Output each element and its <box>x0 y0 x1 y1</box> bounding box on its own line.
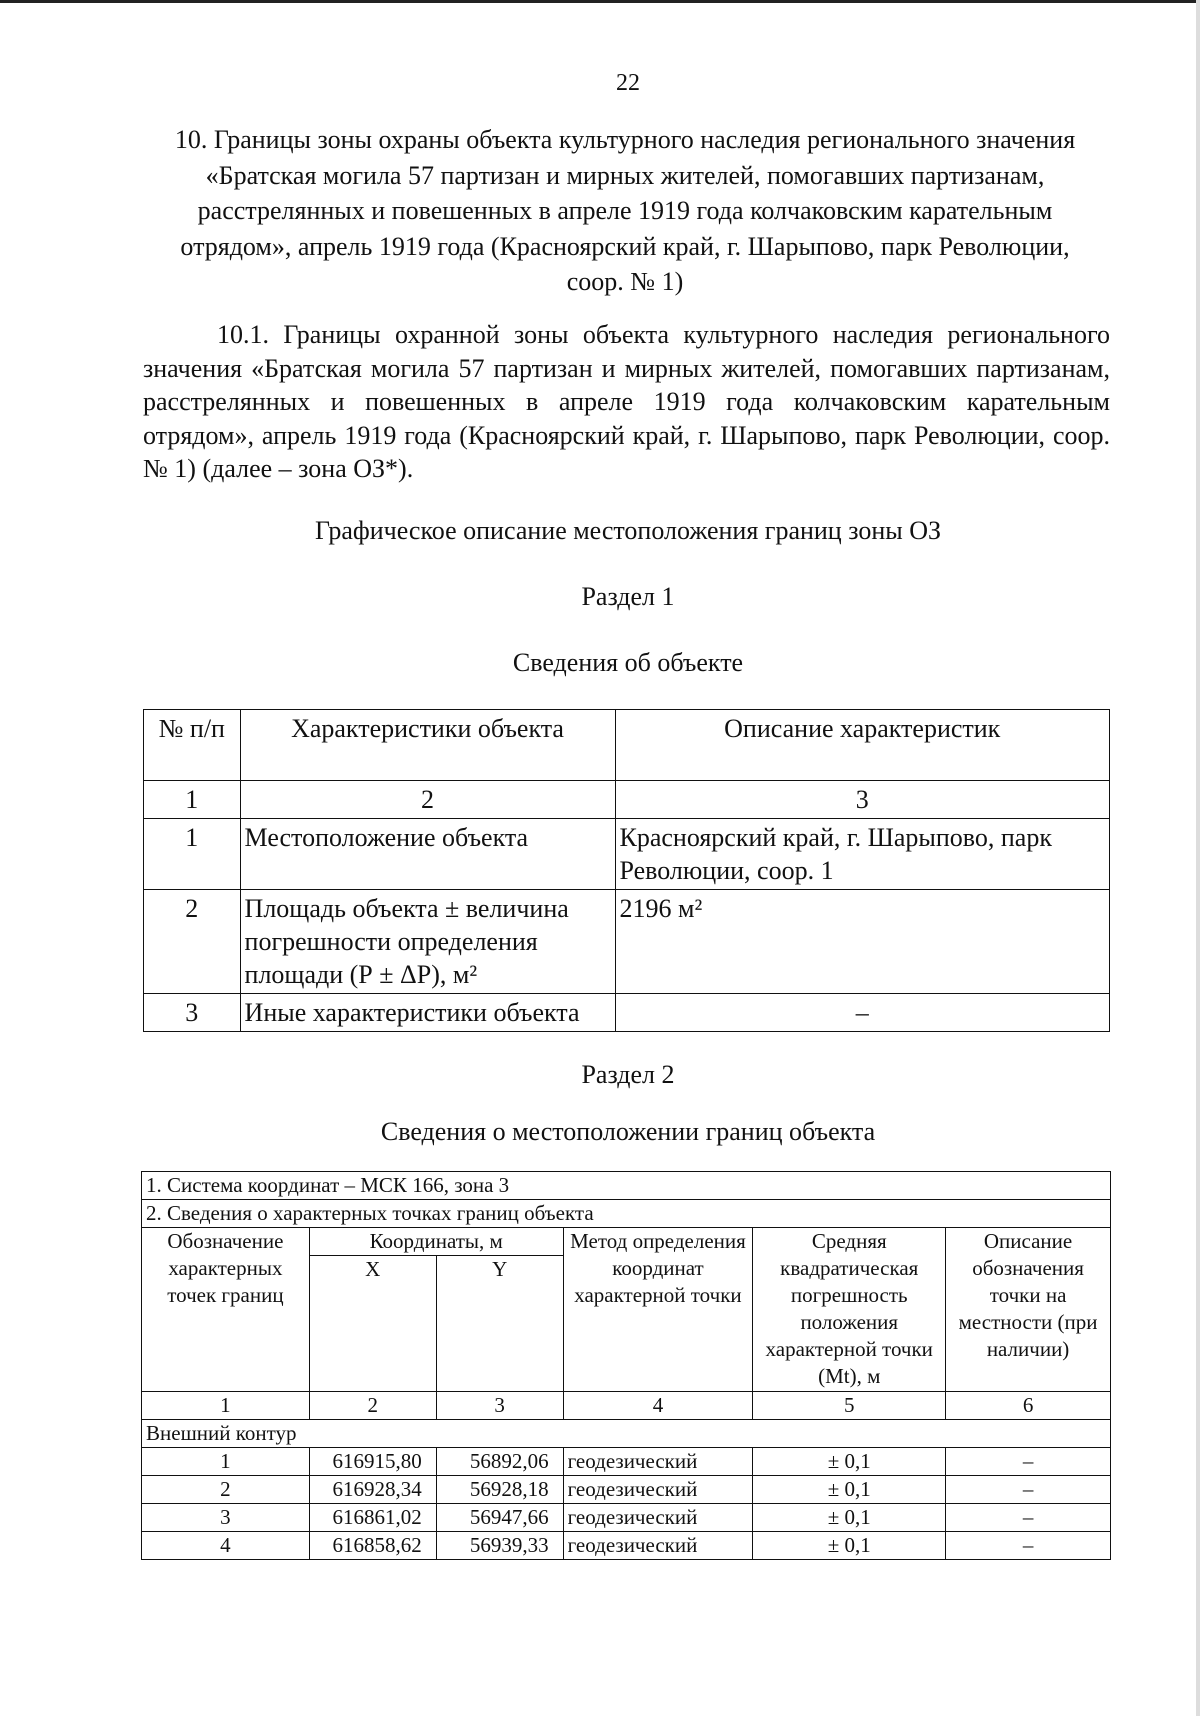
coord-x: 616928,34 <box>309 1476 436 1504</box>
error: ± 0,1 <box>753 1532 946 1560</box>
index-cell: 2 <box>240 781 615 819</box>
right-scan-edge <box>1196 0 1200 1716</box>
section1-title: Раздел 1 <box>581 582 675 611</box>
point-desc: – <box>946 1504 1111 1532</box>
table-header-row <box>144 710 1110 781</box>
table-row <box>142 1476 1111 1504</box>
table-index-row <box>144 781 1110 819</box>
row-characteristic: Местоположение объекта <box>240 819 615 890</box>
method: геодезический <box>563 1448 753 1476</box>
point-id: 3 <box>142 1504 310 1532</box>
coord-x: 616915,80 <box>309 1448 436 1476</box>
row-description: 2196 м² <box>615 890 1110 994</box>
section2-title: Раздел 2 <box>581 1060 675 1089</box>
index-row <box>142 1392 1111 1420</box>
row-description: Красноярский край, г. Шарыпово, парк Революции, соор. 1 <box>615 819 1110 890</box>
contour-row <box>142 1420 1111 1448</box>
header-error: Средняя квадратическая погрешность положения характерной точки (Mt), м <box>753 1228 946 1392</box>
index-cell: 1 <box>144 781 241 819</box>
top-border-line <box>0 0 1200 3</box>
row-num: 3 <box>144 994 241 1032</box>
header-num: № п/п <box>144 710 241 781</box>
table-row <box>142 1532 1111 1560</box>
header-description: Описание характеристик <box>615 710 1110 781</box>
coordinate-system-row <box>142 1172 1111 1200</box>
index-cell: 1 <box>142 1392 310 1420</box>
header-x: X <box>309 1256 436 1392</box>
row-characteristic: Иные характеристики объекта <box>240 994 615 1032</box>
points-title: 2. Сведения о характерных точках границ объекта <box>142 1200 1111 1228</box>
point-desc: – <box>946 1476 1111 1504</box>
error: ± 0,1 <box>753 1448 946 1476</box>
method: геодезический <box>563 1532 753 1560</box>
coord-x: 616861,02 <box>309 1504 436 1532</box>
table-row <box>144 890 1110 994</box>
section2-subtitle: Сведения о местоположении границ объекта <box>380 1117 876 1146</box>
coord-y: 56892,06 <box>436 1448 563 1476</box>
header-method: Метод определения координат характерной точки <box>563 1228 753 1392</box>
point-id: 2 <box>142 1476 310 1504</box>
boundary-points-table <box>141 1171 1111 1560</box>
header-point-description: Описание обозначения точки на местности (при наличии) <box>946 1228 1111 1392</box>
coord-x: 616858,62 <box>309 1532 436 1560</box>
point-id: 4 <box>142 1532 310 1560</box>
index-cell: 3 <box>436 1392 563 1420</box>
points-title-row <box>142 1200 1111 1228</box>
index-cell: 2 <box>309 1392 436 1420</box>
method: геодезический <box>563 1504 753 1532</box>
index-cell: 4 <box>563 1392 753 1420</box>
page-number: 22 <box>616 70 640 96</box>
index-cell: 3 <box>615 781 1110 819</box>
row-description: – <box>615 994 1110 1032</box>
coord-y: 56947,66 <box>436 1504 563 1532</box>
coord-y: 56939,33 <box>436 1532 563 1560</box>
index-cell: 5 <box>753 1392 946 1420</box>
contour-label: Внешний контур <box>142 1420 1111 1448</box>
table-row <box>142 1504 1111 1532</box>
method: геодезический <box>563 1476 753 1504</box>
point-desc: – <box>946 1448 1111 1476</box>
document-heading: 10. Границы зоны охраны объекта культурного наследия регионального значения «Братская могила 57 партизан и мирных жителей, помогавших партизанам, расстрелянных и повешенных в апреле 1919 года колчаковским карательным отрядом», апрель 1919 года (Красноярский край, г. Шарыпово, парк Революции, соор. № 1) <box>174 125 1076 296</box>
table-row <box>144 819 1110 890</box>
graphic-description-title: Графическое описание местоположения границ зоны ОЗ <box>314 516 942 545</box>
object-info-table <box>143 709 1110 1032</box>
coord-y: 56928,18 <box>436 1476 563 1504</box>
header-row <box>142 1228 1111 1256</box>
header-coordinates: Координаты, м <box>309 1228 563 1256</box>
row-num: 2 <box>144 890 241 994</box>
index-cell: 6 <box>946 1392 1111 1420</box>
header-characteristics: Характеристики объекта <box>240 710 615 781</box>
row-characteristic: Площадь объекта ± величина погрешности определения площади (Р ± ΔР), м² <box>240 890 615 994</box>
table-row <box>142 1448 1111 1476</box>
table-row <box>144 994 1110 1032</box>
section1-subtitle: Сведения об объекте <box>512 648 744 677</box>
error: ± 0,1 <box>753 1504 946 1532</box>
header-y: Y <box>436 1256 563 1392</box>
error: ± 0,1 <box>753 1476 946 1504</box>
point-id: 1 <box>142 1448 310 1476</box>
point-desc: – <box>946 1532 1111 1560</box>
header-designation: Обозначение характерных точек границ <box>142 1228 310 1392</box>
row-num: 1 <box>144 819 241 890</box>
coordinate-system: 1. Система координат – МСК 166, зона 3 <box>142 1172 1111 1200</box>
zone-description-paragraph: 10.1. Границы охранной зоны объекта культурного наследия регионального значения «Братская могила 57 партизан и мирных жителей, помогавших партизанам, расстрелянных и повешенных в апреле 1919 года колчаковским карательным отрядом», апрель 1919 года (Красноярский край, г. Шарыпово, парк Революции, соор. № 1) (далее – зона ОЗ*). <box>143 320 1110 483</box>
